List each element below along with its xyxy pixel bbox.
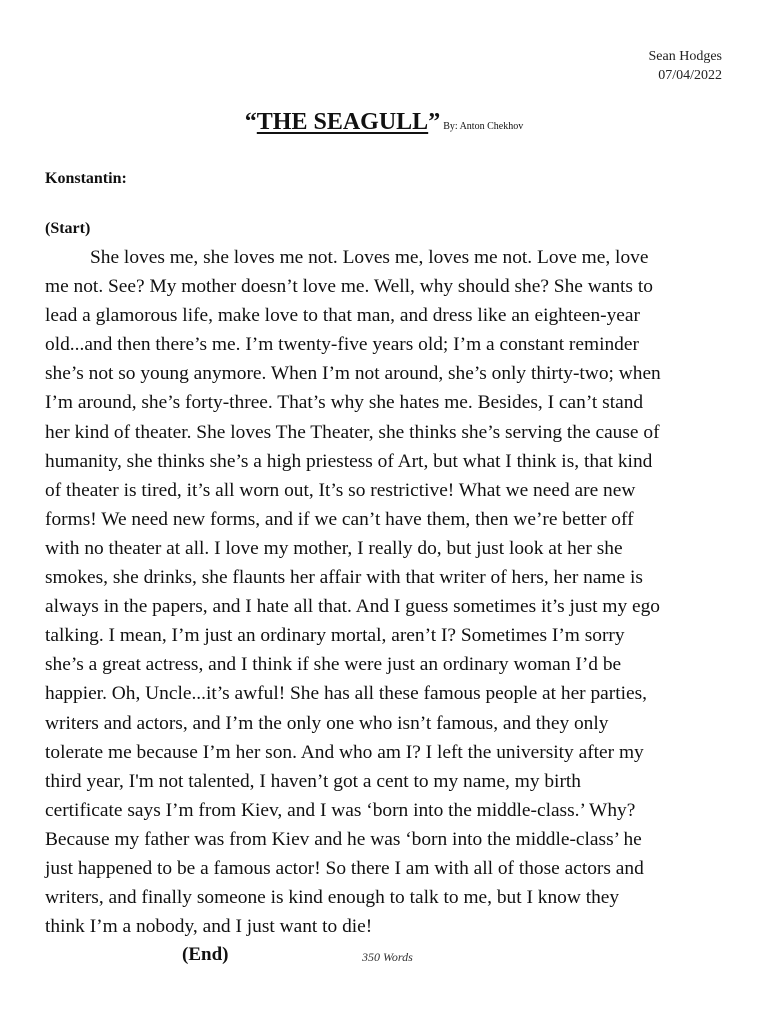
monologue-line: I’m around, she’s forty-three. That’s why she hates me. Besides, I can’t stand bbox=[45, 392, 644, 414]
footer-row bbox=[0, 944, 768, 972]
title-open-quote: “ bbox=[244, 109, 257, 135]
monologue-line: with no theater at all. I love my mother, I really do, but just look at her she bbox=[45, 537, 623, 559]
monologue-line: writers, and finally someone is kind enough to talk to me, but I know they bbox=[45, 887, 620, 909]
monologue-line: humanity, she thinks she’s a high priestess of Art, but what I think is, that kind bbox=[45, 450, 653, 472]
monologue-paragraph bbox=[45, 243, 725, 941]
start-marker: (Start) bbox=[45, 220, 91, 237]
play-title bbox=[245, 109, 440, 135]
monologue-line: happier. Oh, Uncle...it’s awful! She has all these famous people at her parties, bbox=[45, 683, 648, 705]
monologue-line: Because my father was from Kiev and he was ‘born into the middle-class’ he bbox=[45, 828, 642, 850]
character-name: Konstantin: bbox=[45, 170, 127, 187]
monologue-line: her kind of theater. She loves The Theater, she thinks she’s serving the cause of bbox=[45, 421, 660, 443]
monologue-line: smokes, she drinks, she flaunts her affair with that writer of hers, her name is bbox=[45, 567, 643, 589]
end-marker: (End) bbox=[182, 944, 229, 965]
author-name: Sean Hodges bbox=[648, 49, 722, 64]
monologue-line: certificate says I’m from Kiev, and I was ‘born into the middle-class.’ Why? bbox=[45, 799, 636, 821]
author-block bbox=[649, 47, 723, 85]
monologue-line: she’s not so young anymore. When I’m not around, she’s only thirty-two; when bbox=[45, 363, 661, 385]
title-close-quote: ” bbox=[428, 109, 441, 135]
monologue-line: writers and actors, and I’m the only one who isn’t famous, and they only bbox=[45, 712, 609, 734]
monologue-line: forms! We need new forms, and if we can’t have them, then we’re better off bbox=[45, 508, 634, 530]
monologue-line: tolerate me because I’m her son. And who am I? I left the university after my bbox=[45, 741, 644, 763]
monologue-line: old...and then there’s me. I’m twenty-five years old; I’m a constant reminder bbox=[45, 334, 639, 356]
monologue-line: of theater is tired, it’s all worn out, It’s so restrictive! What we need are new bbox=[45, 479, 636, 501]
document-date: 07/04/2022 bbox=[658, 68, 722, 83]
monologue-line: third year, I'm not talented, I haven’t got a cent to my name, my birth bbox=[45, 770, 581, 792]
play-title-text: THE SEAGULL bbox=[256, 109, 429, 135]
monologue-line: always in the papers, and I hate all that. And I guess sometimes it’s just my ego bbox=[45, 596, 660, 618]
word-count: 350 Words bbox=[362, 950, 413, 964]
monologue-line: lead a glamorous life, make love to that man, and dress like an eighteen-year bbox=[45, 305, 640, 327]
monologue-line: she’s a great actress, and I think if she were just an ordinary woman I’d be bbox=[45, 654, 622, 676]
monologue-line: She loves me, she loves me not. Loves me, loves me not. Love me, love bbox=[90, 247, 649, 268]
monologue-line: just happened to be a famous actor! So there I am with all of those actors and bbox=[45, 857, 644, 879]
monologue-line: me not. See? My mother doesn’t love me. Well, why should she? She wants to bbox=[45, 276, 653, 298]
monologue-line: talking. I mean, I’m just an ordinary mortal, aren’t I? Sometimes I’m sorry bbox=[45, 625, 625, 647]
monologue-line: think I’m a nobody, and I just want to die! bbox=[45, 916, 373, 938]
play-byline: By: Anton Chekhov bbox=[443, 121, 524, 132]
title-line bbox=[0, 109, 768, 136]
